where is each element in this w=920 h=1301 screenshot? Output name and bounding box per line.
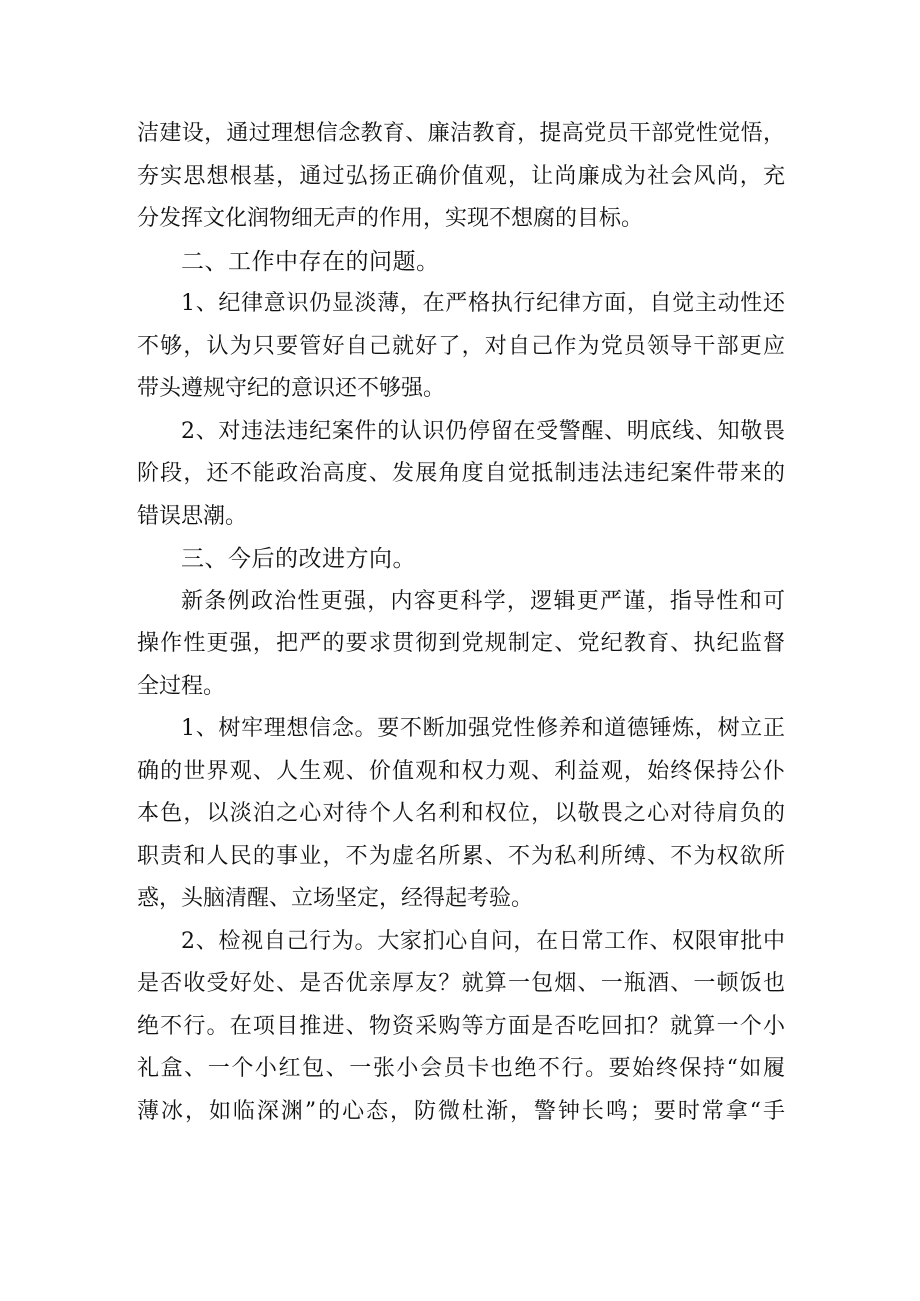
text-line: 操作性更强，把严的要求贯彻到党规制定、党纪教育、执纪监督 — [137, 631, 785, 656]
paragraph-direction-intro — [137, 581, 785, 709]
text-line: 洁建设，通过理想信念教育、廉洁教育，提高党员干部党性觉悟， — [137, 121, 785, 146]
text-line: 阶段，还不能政治高度、发展角度自觉抵制违法违纪案件带来的 — [137, 461, 785, 486]
paragraph-problem-2 — [137, 411, 785, 539]
text-line: 2、对违法违纪案件的认识仍停留在受警醒、明底线、知敬畏 — [181, 418, 785, 444]
text-line: 2、检视自己行为。大家扪心自问，在日常工作、权限审批中 — [181, 928, 785, 954]
text-line: 是否收受好处、是否优亲厚友？就算一包烟、一瓶酒、一顿饭也 — [137, 971, 785, 996]
text-line: 薄冰，如临深渊”的心态，防微杜渐，警钟长鸣；要时常拿“手 — [137, 1098, 785, 1124]
text-line: 确的世界观、人生观、价值观和权力观、利益观，始终保持公仆 — [137, 758, 785, 784]
paragraph-problem-1 — [137, 283, 785, 411]
paragraph-intro — [137, 113, 785, 241]
paragraph-direction-1 — [137, 708, 785, 921]
text-line: 1、树牢理想信念。要不断加强党性修养和道德锤炼，树立正 — [181, 716, 785, 741]
text-line: 本色，以淡泊之心对待个人名利和权位，以敬畏之心对待肩负的 — [137, 801, 785, 826]
paragraph-direction-2 — [137, 921, 785, 1134]
text-line: 分发挥文化润物细无声的作用，实现不想腐的目标。 — [137, 206, 644, 231]
section-heading-improvement: 三、今后的改进方向。 — [181, 546, 416, 572]
text-line: 新条例政治性更强，内容更科学，逻辑更严谨，指导性和可 — [181, 588, 785, 614]
text-line: 惑，头脑清醒、立场坚定，经得起考验。 — [137, 886, 534, 911]
text-line: 绝不行。在项目推进、物资采购等方面是否吃回扣？就算一个小 — [137, 1013, 785, 1039]
text-line: 职责和人民的事业，不为虚名所累、不为私利所缚、不为权欲所 — [137, 843, 785, 869]
text-line: 不够，认为只要管好自己就好了，对自己作为党员领导干部更应 — [137, 333, 785, 359]
text-line: 夯实思想根基，通过弘扬正确价值观，让尚廉成为社会风尚，充 — [137, 163, 785, 189]
document-body — [137, 113, 785, 1133]
text-line: 错误思潮。 — [137, 503, 248, 529]
section-heading-problems: 二、工作中存在的问题。 — [181, 248, 440, 275]
text-line: 礼盒、一个小红包、一张小会员卡也绝不行。要始终保持“如履 — [137, 1056, 785, 1081]
text-line: 全过程。 — [137, 673, 226, 699]
text-line: 1、纪律意识仍显淡薄，在严格执行纪律方面，自觉主动性还 — [181, 291, 785, 316]
text-line: 带头遵规守纪的意识还不够强。 — [137, 376, 446, 401]
